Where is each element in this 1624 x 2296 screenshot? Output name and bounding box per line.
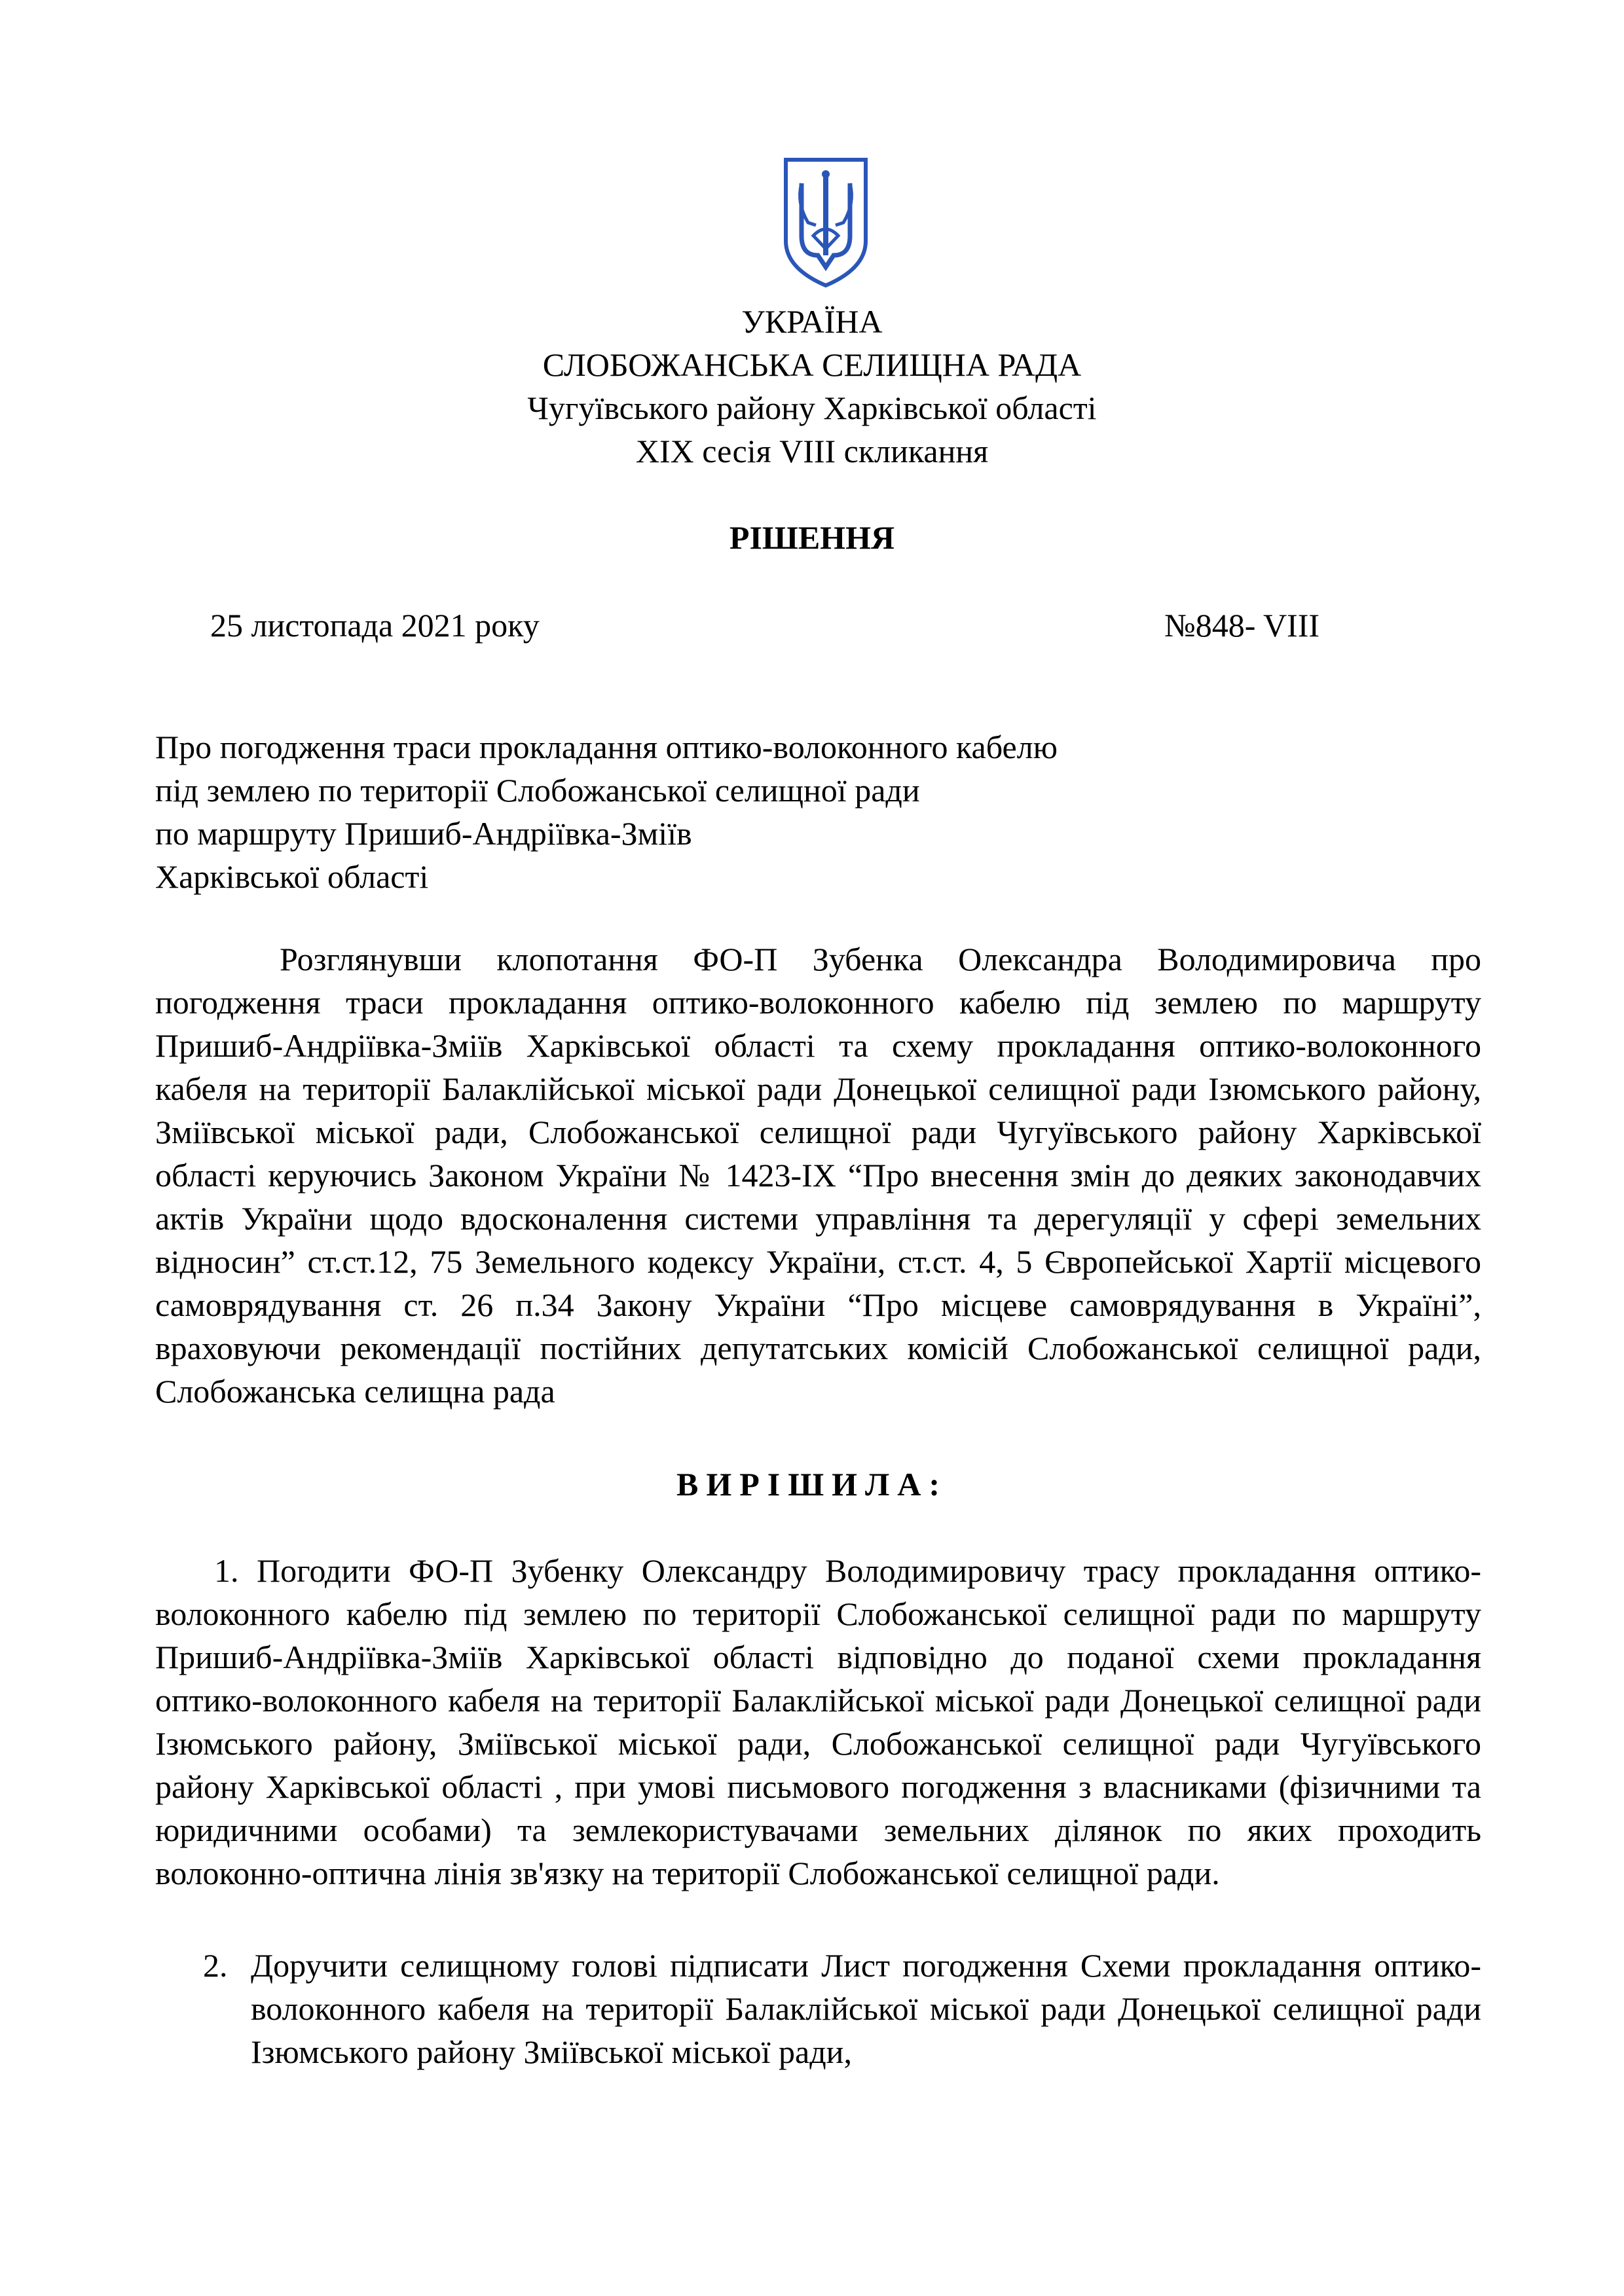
subject-line: Харківської області: [155, 858, 429, 895]
session-name: XIX сесія VIII скликання: [635, 433, 989, 469]
document-subject: [155, 725, 1399, 898]
item-number: 2.: [203, 1947, 228, 1984]
document-type: РІШЕННЯ: [729, 519, 895, 556]
subject-line: Про погодження траси прокладання оптико-волоконного кабелю: [155, 729, 1058, 765]
decision-heading: ВИРІШИЛА:: [676, 1466, 948, 1503]
decision-item-2: Доручити селищному голові підписати Лист погодження Схеми прокладання оптико-волоконного кабеля на території Балаклійської міської ради Донецької селищної ради Ізюмського району Зміївської міської ради,: [251, 1947, 1481, 2070]
council-name: СЛОБОЖАНСЬКА СЕЛИЩНА РАДА: [542, 346, 1082, 383]
item-text: Погодити ФО-П Зубенку Олександру Володимировичу трасу прокладання оптико-волоконного кабелю під землею по території Слобожанської селищної ради по маршруту Пришиб-Андріївка-Зміїв Харківської області відповідно до поданої схеми прокладання оптико-волоконного кабеля на території Балаклійської міської ради Донецької селищної ради Ізюмського району, Зміївської міської ради, Слобожанської селищної ради Чугуївського району Харківської області , при умові письмового погодження з власниками (фізичними та юридичними особами) та землекористувачами земельних ділянок по яких проходить волоконно-оптична лінія зв'язку на території Слобожанської селищної ради.: [155, 1552, 1482, 1891]
document-number: №848- VIII: [1164, 607, 1320, 644]
document-date: 25 листопада 2021 року: [210, 607, 540, 644]
subject-line: по маршруту Пришиб-Андріївка-Зміїв: [155, 815, 692, 852]
country-name: УКРАЇНА: [741, 303, 883, 340]
preamble-paragraph: Розглянувши клопотання ФО-П Зубенка Олександра Володимировича про погодження траси прокладання оптико-волоконного кабелю під землею по маршруту Пришиб-Андріївка-Зміїв Харківської області та схему прокладання оптико-волоконного кабеля на території Балаклійської міської ради Донецької селищної ради Ізюмського району, Зміївської міської ради, Слобожанської селищної ради Чугуївського району Харківської області керуючись Законом України № 1423-IX “Про внесення змін до деяких законодавчих актів України щодо вдосконалення системи управління та дерегуляції у сфері земельних відносин” ст.ст.12, 75 Земельного кодексу України, ст.ст. 4, 5 Європейської Хартії місцевого самоврядування ст. 26 п.34 Закону України “Про місцеве самоврядування в Україні”, враховуючи рекомендації постійних депутатських комісій Слобожанської селищної ради, Слобожанська селищна рада: [155, 941, 1481, 1410]
item-number: 1.: [214, 1552, 239, 1589]
decision-item-1: [155, 1549, 1481, 1895]
subject-line: під землею по території Слобожанської селищної ради: [155, 772, 920, 809]
coat-of-arms-icon: [782, 157, 870, 288]
district-name: Чугуївського району Харківської області: [527, 390, 1097, 426]
